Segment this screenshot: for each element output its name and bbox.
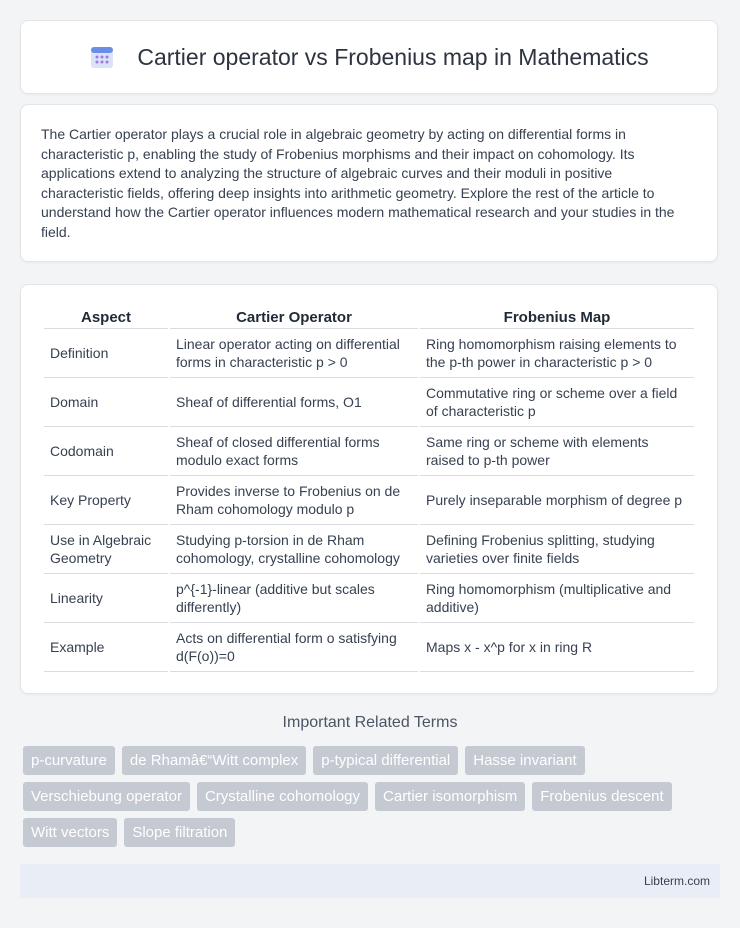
related-term-tag[interactable]: Verschiebung operator <box>23 782 190 811</box>
table-cell: Definition <box>44 329 168 378</box>
table-cell: Domain <box>44 378 168 427</box>
table-cell: Codomain <box>44 427 168 476</box>
table-cell: Same ring or scheme with elements raised to p-th power <box>420 427 694 476</box>
column-header: Cartier Operator <box>170 305 418 329</box>
table-cell: Use in Algebraic Geometry <box>44 525 168 574</box>
related-terms-list <box>23 746 723 847</box>
comparison-card <box>20 284 718 694</box>
table-cell: Linearity <box>44 574 168 623</box>
table-row <box>44 427 694 476</box>
column-header: Frobenius Map <box>420 305 694 329</box>
table-cell: Linear operator acting on differential forms in characteristic p > 0 <box>170 329 418 378</box>
table-cell: Acts on differential form o satisfying d(F(o))=0 <box>170 623 418 672</box>
comparison-table <box>42 305 696 672</box>
table-cell: Ring homomorphism raising elements to the p-th power in characteristic p > 0 <box>420 329 694 378</box>
table-cell: Purely inseparable morphism of degree p <box>420 476 694 525</box>
intro-text: The Cartier operator plays a crucial role in algebraic geometry by acting on differential forms in characteristic p, enabling the study of Frobenius morphisms and their impact on cohomology. Its applications extend to analyzing the structure of algebraic curves and their moduli in positive characteristic fields, offering deep insights into arithmetic geometry. Explore the rest of the article to understand how the Cartier operator influences modern mathematical research and your studies in the field. <box>41 126 675 240</box>
related-term-tag[interactable]: p-curvature <box>23 746 115 775</box>
related-term-tag[interactable]: p-typical differential <box>313 746 458 775</box>
table-cell: Example <box>44 623 168 672</box>
related-term-tag[interactable]: Hasse invariant <box>465 746 584 775</box>
related-term-tag[interactable]: Cartier isomorphism <box>375 782 525 811</box>
table-cell: Commutative ring or scheme over a field of characteristic p <box>420 378 694 427</box>
table-cell: Sheaf of differential forms, O1 <box>170 378 418 427</box>
table-cell: Sheaf of closed differential forms modulo exact forms <box>170 427 418 476</box>
column-header: Aspect <box>44 305 168 329</box>
related-term-tag[interactable]: Slope filtration <box>124 818 235 847</box>
table-row <box>44 525 694 574</box>
table-row <box>44 378 694 427</box>
related-terms-title: Important Related Terms <box>282 714 458 731</box>
table-cell: Key Property <box>44 476 168 525</box>
table-cell: Maps x - x^p for x in ring R <box>420 623 694 672</box>
table-header-row <box>44 305 694 329</box>
table-cell: Ring homomorphism (multiplicative and additive) <box>420 574 694 623</box>
table-row <box>44 574 694 623</box>
table-row <box>44 329 694 378</box>
table-row <box>44 623 694 672</box>
related-term-tag[interactable]: de Rhamâ€“Witt complex <box>122 746 306 775</box>
intro-card <box>20 104 718 262</box>
table-row <box>44 476 694 525</box>
title-card <box>20 20 718 94</box>
footer-brand[interactable]: Libterm.com <box>643 874 710 888</box>
table-cell: Defining Frobenius splitting, studying varieties over finite fields <box>420 525 694 574</box>
table-cell: Provides inverse to Frobenius on de Rham cohomology modulo p <box>170 476 418 525</box>
footer <box>20 864 720 898</box>
calendar-icon <box>89 44 115 70</box>
related-term-tag[interactable]: Frobenius descent <box>532 782 671 811</box>
related-term-tag[interactable]: Crystalline cohomology <box>197 782 368 811</box>
page-title: Cartier operator vs Frobenius map in Mathematics <box>137 43 649 70</box>
table-cell: p^{-1}-linear (additive but scales differently) <box>170 574 418 623</box>
related-term-tag[interactable]: Witt vectors <box>23 818 117 847</box>
table-cell: Studying p-torsion in de Rham cohomology, crystalline cohomology <box>170 525 418 574</box>
